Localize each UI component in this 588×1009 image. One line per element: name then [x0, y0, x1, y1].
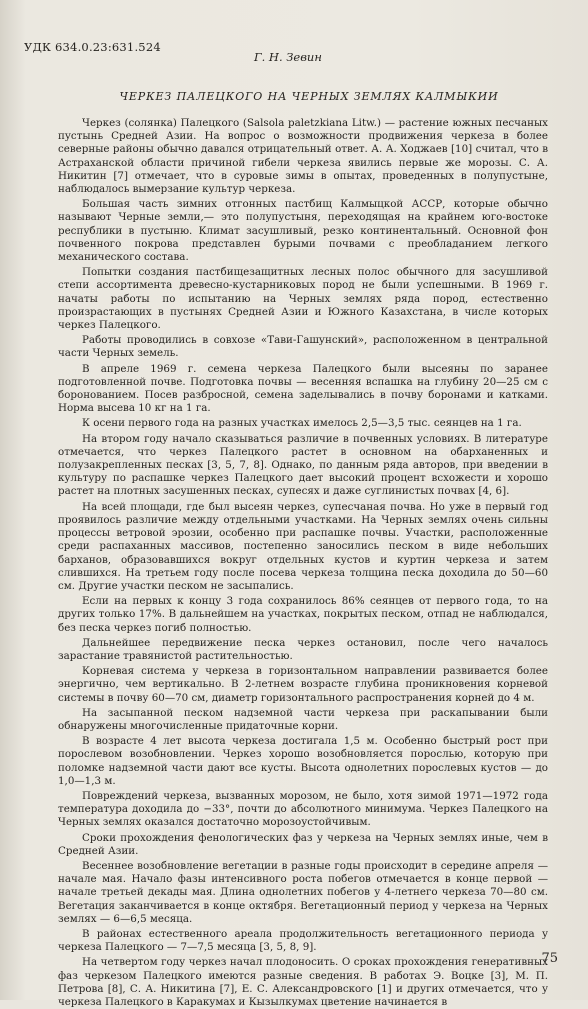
paragraph: Черкез (солянка) Палецкого (Salsola paletzkiana Litw.) — растение южных песчаных пустынь Средней Азии. На вопрос о возможности продвижения черкеза в более северные районы обычно давался отрицательный ответ. А. А. Ходжаев [10] считал, что в Астраханской области причиной гибели черкеза явились первые же морозы. С. А. Никитин [7] отмечает, что в суровые зимы в опытах, проведенных в полупустыне, наблюдалось вымерзание культур черкеза. [58, 117, 548, 196]
author: Г. Н. Зевин [254, 50, 322, 64]
paragraph: На четвертом году черкез начал плодоносить. О сроках прохождения генеративных фаз черкезом Палецкого имеются разные сведения. В работах Э. Воцке [3], М. П. Петрова [8], С. А. Никитина [7], Е. С. Александровского [1] и других отмечается, что у черкеза Палецкого в Каракумах и Кызылкумах цветение начинается в [58, 956, 548, 1008]
paragraph: На втором году начало сказываться различие в почвенных условиях. В литературе отмечается, что черкез Палецкого растет в основном на обарханенных и полузакрепленных песках [3, 5, 7, 8]. Однако, по данным ряда авторов, при введении в культуру по распашке черкез Палецкого дает высокий процент всхожести и хорошо растет на плотных засушенных песках, супесях и даже суглинистых почвах [4, 6]. [58, 432, 548, 498]
paragraph: Сроки прохождения фенологических фаз у черкеза на Черных землях иные, чем в Средней Азии. [58, 831, 548, 857]
paragraph: Работы проводились в совхозе «Тави-Гашунский», расположенном в центральной части Черных земель. [58, 334, 548, 360]
paragraph: В возрасте 4 лет высота черкеза достигала 1,5 м. Особенно быстрый рост при порослевом возобновлении. Черкез хорошо возобновляется порослью, которую при поломке надземной части дают все кусты. Высота однолетних порослевых кустов — до 1,0—1,3 м. [58, 735, 548, 787]
paragraph: Весеннее возобновление вегетации в разные годы происходит в середине апреля — начале мая. Начало фазы интенсивного роста побегов отмечается в конце первой — начале третьей декады мая. Длина однолетних побегов у 4-летнего черкеза 70—80 см. Вегетация заканчивается в конце октября. Вегетационный период у черкеза на Черных землях — 6—6,5 месяца. [58, 859, 548, 925]
paragraph: Большая часть зимних отгонных пастбищ Калмыцкой АССР, которые обычно называют Черные земли,— это полупустыня, переходящая на крайнем юго-востоке республики в пустыню. Климат засушливый, резко континентальный. Основной фон почвенного покрова представлен бурыми почвами с преобладанием легкого механического состава. [58, 198, 548, 264]
paragraph: Дальнейшее передвижение песка черкез остановил, после чего началось зарастание травянистой растительностью. [58, 636, 548, 662]
paragraph: В районах естественного ареала продолжительность вегетационного периода у черкеза Палецкого — 7—7,5 месяца [3, 5, 8, 9]. [58, 927, 548, 954]
paragraph: Попытки создания пастбищезащитных лесных полос обычного для засушливой степи ассортимента древесно-кустарниковых пород не были успешными. В 1969 г. начаты работы по испытанию на Черных землях ряда пород, естественно произрастающих в пустынях Средней Азии и Южного Казахстана, в числе которых черкез Палецкого. [58, 266, 548, 332]
paragraph: На всей площади, где был высеян черкез, супесчаная почва. Но уже в первый год проявилось различие между отдельными участками. На Черных землях очень сильны процессы ветровой эрозии, особенно при распашке почвы. Участки, расположенные среди распаханных массивов, постепенно заносились песком в виде небольших барханов, образовавшихся вокруг отдельных кустов и куртин черкеза и затем слившихся. На третьем году после посева черкеза толщина песка доходила до 50—60 см. Другие участки песком не засыпались. [58, 500, 548, 592]
header [24, 36, 548, 64]
paragraph: На засыпанной песком надземной части черкеза при раскапывании были обнаружены многочисленные придаточные корни. [58, 706, 548, 732]
article-body [58, 117, 548, 1009]
udc-code: УДК 634.0.23:631.524 [24, 40, 161, 54]
paragraph: К осени первого года на разных участках имелось 2,5—3,5 тыс. сеянцев на 1 га. [82, 417, 522, 430]
paragraph: Корневая система у черкеза в горизонтальном направлении развивается более энергично, чем вертикально. В 2-летнем возрасте глубина проникновения корневой системы в почву 60—70 см, диаметр горизонтального распространения корней до 4 м. [58, 665, 548, 704]
article-title: ЧЕРКЕЗ ПАЛЕЦКОГО НА ЧЕРНЫХ ЗЕМЛЯХ КАЛМЫКИИ [119, 90, 499, 103]
page-number: 75 [541, 951, 558, 966]
paragraph: Если на первых к концу 3 года сохранилось 86% сеянцев от первого года, то на других только 17%. В дальнейшем на участках, покрытых песком, отпад не наблюдался, без песка черкез погиб полностью. [58, 595, 548, 634]
paragraph: Повреждений черкеза, вызванных морозом, не было, хотя зимой 1971—1972 года температура доходила до −33°, почти до абсолютного минимума. Черкез Палецкого на Черных землях оказался достаточно морозоустойчивым. [58, 789, 548, 829]
paragraph: В апреле 1969 г. семена черкеза Палецкого были высеяны по заранее подготовленной почве. Подготовка почвы — весенняя вспашка на глубину 20—25 см с боронованием. Посев разбросной, семена заделывались в почву боронами и катками. Норма высева 10 кг на 1 га. [58, 362, 548, 415]
